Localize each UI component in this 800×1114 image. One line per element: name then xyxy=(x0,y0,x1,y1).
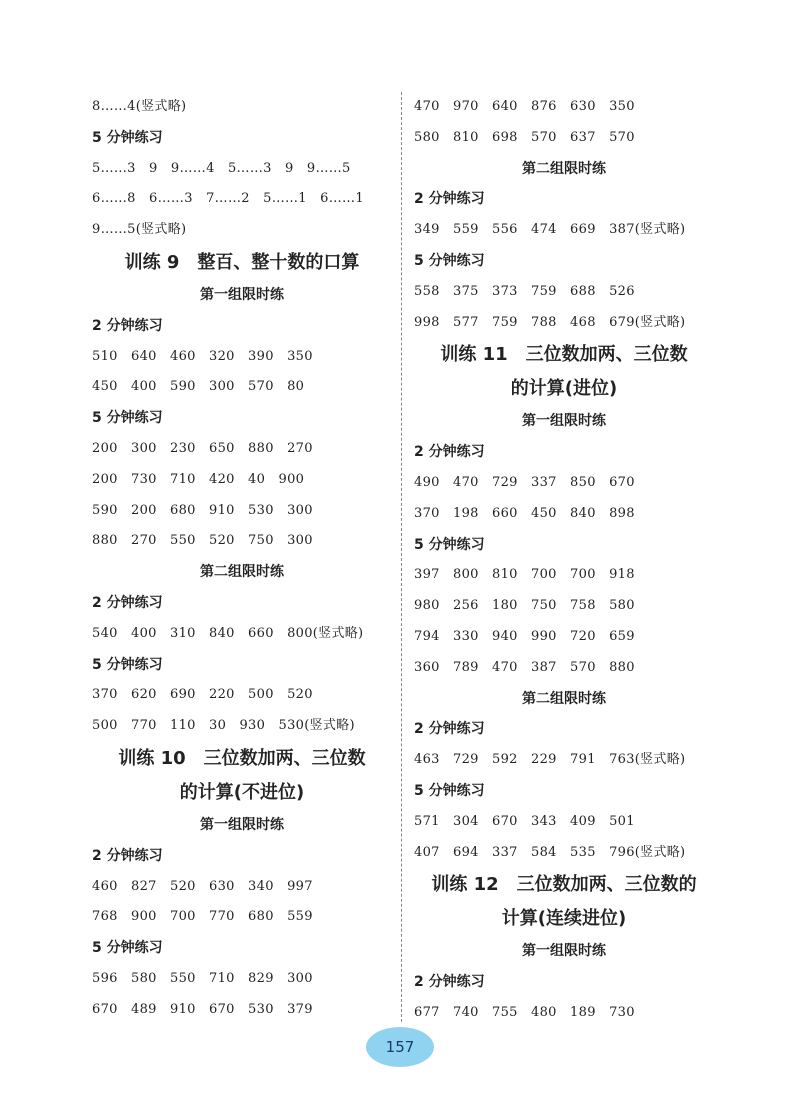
group-heading: 第一组限时练 xyxy=(200,816,284,833)
answer-line: 980 256 180 750 758 580 xyxy=(414,598,635,614)
answer-line: 998 577 759 788 468 679(竖式略) xyxy=(414,314,686,330)
answer-line: 590 200 680 910 530 300 xyxy=(92,502,313,518)
answer-line: 510 640 460 320 390 350 xyxy=(92,348,313,364)
answer-line: 670 489 910 670 530 379 xyxy=(92,1001,313,1017)
section-title: 训练 10 三位数加两、三位数 xyxy=(118,747,366,769)
practice-heading: 2 分钟练习 xyxy=(92,317,163,334)
practice-heading: 5 分钟练习 xyxy=(92,656,163,673)
answer-line: 349 559 556 474 669 387(竖式略) xyxy=(414,222,686,238)
answer-line: 397 800 810 700 700 918 xyxy=(414,567,635,583)
section-title: 的计算(不进位) xyxy=(179,781,305,803)
group-heading: 第一组限时练 xyxy=(522,413,606,430)
answer-line: 580 810 698 570 637 570 xyxy=(414,129,635,145)
practice-heading: 2 分钟练习 xyxy=(414,191,485,208)
practice-heading: 5 分钟练习 xyxy=(414,536,485,553)
answer-line: 768 900 700 770 680 559 xyxy=(92,909,313,925)
practice-heading: 2 分钟练习 xyxy=(92,594,163,611)
column-divider xyxy=(401,92,402,1022)
practice-heading: 5 分钟练习 xyxy=(92,410,163,427)
section-title: 计算(连续进位) xyxy=(501,908,627,930)
group-heading: 第二组限时练 xyxy=(200,564,284,581)
answer-line: 880 270 550 520 750 300 xyxy=(92,533,313,549)
answer-line: 677 740 755 480 189 730 xyxy=(414,1004,635,1020)
answer-line: 470 970 640 876 630 350 xyxy=(414,99,635,114)
answer-line: 571 304 670 343 409 501 xyxy=(414,813,635,829)
answer-line: 360 789 470 387 570 880 xyxy=(414,659,635,675)
page-number: 157 xyxy=(385,1038,415,1056)
practice-heading: 2 分钟练习 xyxy=(414,721,485,738)
practice-heading: 2 分钟练习 xyxy=(92,847,163,864)
practice-heading: 5 分钟练习 xyxy=(92,129,163,146)
answer-line: 490 470 729 337 850 670 xyxy=(414,474,635,490)
answer-line: 9……5(竖式略) xyxy=(92,222,187,238)
section-title: 训练 12 三位数加两、三位数的 xyxy=(431,874,697,896)
answer-line: 558 375 373 759 688 526 xyxy=(414,283,635,299)
section-title: 训练 9 整百、整十数的口算 xyxy=(124,251,360,273)
group-heading: 第二组限时练 xyxy=(522,160,606,177)
answer-line: 450 400 590 300 570 80 xyxy=(92,379,305,395)
practice-heading: 2 分钟练习 xyxy=(414,444,485,461)
answer-line: 794 330 940 990 720 659 xyxy=(414,628,635,644)
answer-line: 596 580 550 710 829 300 xyxy=(92,970,313,986)
answer-line: 6……8 6……3 7……2 5……1 6……1 xyxy=(92,191,364,207)
answer-line: 500 770 110 30 930 530(竖式略) xyxy=(92,718,355,734)
answer-line: 463 729 592 229 791 763(竖式略) xyxy=(414,752,686,768)
section-title: 的计算(进位) xyxy=(510,378,618,400)
answer-line: 460 827 520 630 340 997 xyxy=(92,878,313,894)
group-heading: 第一组限时练 xyxy=(522,943,606,960)
answer-line: 407 694 337 584 535 796(竖式略) xyxy=(414,844,686,860)
section-title: 训练 11 三位数加两、三位数 xyxy=(440,344,688,366)
left-column xyxy=(92,92,392,1026)
right-column xyxy=(414,92,714,1029)
group-heading: 第一组限时练 xyxy=(200,286,284,303)
answer-line: 540 400 310 840 660 800(竖式略) xyxy=(92,625,364,641)
answer-line: 370 198 660 450 840 898 xyxy=(414,505,635,521)
page-number-badge xyxy=(366,1027,434,1067)
group-heading: 第二组限时练 xyxy=(522,690,606,707)
answer-line: 200 300 230 650 880 270 xyxy=(92,440,313,456)
practice-heading: 5 分钟练习 xyxy=(92,940,163,957)
answer-line: 370 620 690 220 500 520 xyxy=(92,687,313,703)
practice-heading: 2 分钟练习 xyxy=(414,974,485,991)
practice-heading: 5 分钟练习 xyxy=(414,782,485,799)
answer-line: 200 730 710 420 40 900 xyxy=(92,471,305,487)
answer-line: 5……3 9 9……4 5……3 9 9……5 xyxy=(92,160,351,176)
answer-line: 8……4(竖式略) xyxy=(92,99,187,114)
practice-heading: 5 分钟练习 xyxy=(414,252,485,269)
